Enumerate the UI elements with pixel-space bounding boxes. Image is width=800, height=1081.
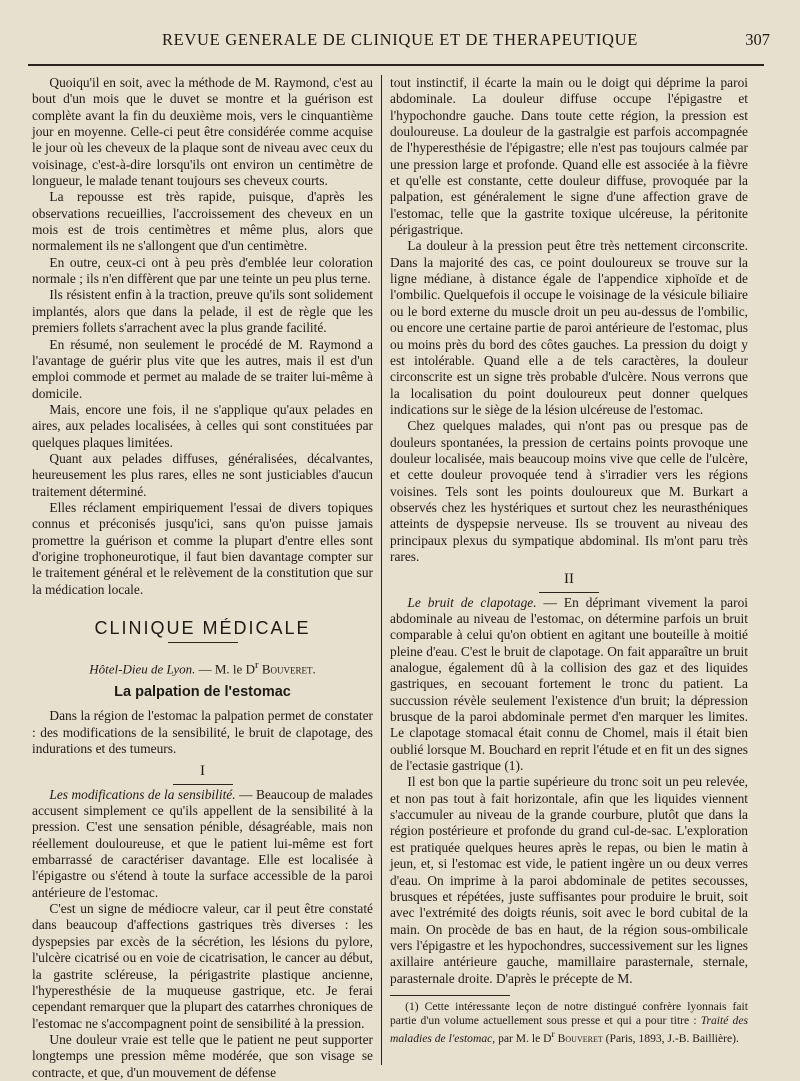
byline-author: Bouveret.	[258, 661, 316, 677]
paragraph: Mais, encore une fois, il ne s'applique qu'aux pelades en aires, aux pelades localisées, à celles qui sont constituées par quelques plaques limitées.	[32, 401, 373, 450]
paragraph: Chez quelques malades, qui n'ont pas ou presque pas de douleurs spontanées, la pression de certains points provoque une douleur localisée, mais beaucoup moins vive que celle de l'ulcère, et cette douleur provoquée tend à s'irradier vers les régions voisines. Tels sont les points douloureux que M. Burkart a observés chez les hystériques et surtout chez les neurasthéniques atteints de dyspepsie nerveuse. Ils se trouvent au niveau des principaux plexus du sympatique abdominal. Ils m'ont paru très rares.	[390, 418, 748, 564]
paragraph: Une douleur vraie est telle que le patient ne peut supporter longtemps une pression même modérée, que son visage se contracte, et que, d'un mouvement de défense	[32, 1031, 373, 1080]
footnote-rule	[390, 995, 510, 996]
paragraph: En résumé, non seulement le procédé de M. Raymond a l'avantage de guérir plus vite que les autres, mais il est d'un emploi commode et permet au malade de se traiter lui-même à domicile.	[32, 336, 373, 401]
paragraph: Quant aux pelades diffuses, généralisées, décalvantes, heureusement les plus rares, elles ne sont justiciables d'aucun traitement déterminé.	[32, 450, 373, 499]
numeral-rule	[539, 592, 599, 593]
journal-title: REVUE GENERALE DE CLINIQUE ET DE THERAPEUTIQUE	[161, 30, 639, 49]
subsection-text: — En déprimant vivement la paroi abdominale au niveau de l'estomac, on détermine parfois un bruit comparable à celui qu'on obtient en agitant une bouteille à moitié pleine d'eau. C'est le bruit de clapotage. On fait apparaître un bruit analogue, également dû à la collision des gaz et des liquides gastriques, en secouant fortement le tronc du patient. La succussion révèle seulement l'existence d'un bruit; la dépression brusque de la paroi abdominale permet d'en marquer les limites. Le clapotage stomacal était connu de Chomel, mais il était bien oublié lorsque M. Bouchard en reprit l'étude et en fit un des signes de l'ectasie gastrique (1).	[390, 594, 748, 774]
footnote	[390, 1000, 748, 1046]
paragraph: Quoiqu'il en soit, avec la méthode de M. Raymond, c'est au bout d'un mois que le duvet se montre et la guérison est complète avant la fin du deuxième mois, vers le cinquantième jour en moyenne. Celle-ci peut être considérée comme acquise le jour où les cheveux de la plaque sont de niveau avec ceux du voisinage, c'est-à-dire lorsqu'ils ont environ un centimètre de longueur, le malade tenant toujours ses cheveux courts.	[32, 75, 373, 189]
byline-dash: — M. le D	[195, 661, 255, 677]
byline	[32, 657, 373, 678]
byline-sup: r	[254, 659, 259, 672]
numeral-rule	[173, 784, 233, 785]
running-header	[30, 30, 770, 54]
paragraph: C'est un signe de médiocre valeur, car il peut être constaté dans beaucoup d'affections gastriques très diverses : les dyspepsies par excès de la sécrétion, les lésions du pylore, l'ulcère cicatrisé ou en voie de cicatrisation, le cancer au début, la gastrite scléreuse, la périgastrite plastique ancienne, l'hyperesthésie de la muqueuse gastrique, etc. Je ferai cependant remarquer que la plupart des catarrhes chroniques de l'estomac ne s'accompagnent point de sensibilité à la pression.	[32, 901, 373, 1031]
section-numeral: I	[200, 763, 205, 780]
paragraph: La douleur à la pression peut être très nettement circonscrite. Dans la majorité des cas, ce point douloureux se trouve sur la ligne médiane, à distance égale de l'appendice xiphoïde et de l'ombilic. Quelquefois il occupe le voisinage de la vésicule biliaire ou le bord externe du muscle droit un peu au-dessus de l'ombilic, ou encore une certaine partie de paroi antérieure de l'estomac, plus ou moins près du bord des côtes gauches. La pression du doigt y est intolérable. Quand elle a de tels caractères, la douleur circonscrite est un signe très probable d'ulcère. Nous verrons que la localisation du point douloureux peut donner quelques indications sur le siège de la lésion ulcéreuse de l'estomac.	[390, 238, 748, 417]
paragraph: Il est bon que la partie supérieure du tronc soit un peu relevée, et non pas tout à fait horizontale, afin que les liquides viennent s'accumuler au niveau de la grande courbure, plutôt que dans la région postérieure et profonde du grand cul-de-sac. L'exploration est pratiquée quelques heures après le repas, ou bien le matin à jeun, et, si l'estomac est vide, le patient ingère un ou deux verres d'eau. On imprime à la paroi abdominale de petites secousses, brusques et répétées, juste suffisantes pour produire le bruit, soit avec l'extrémité des doigts réunis, soit avec le bord cubital de la main. On procède de bas en haut, de la région sous-ombilicale vers l'épigastre et les hypochondres, successivement sur les lignes axillaire antérieure gauche, mamillaire parasternale, sternale, parasternale droite. D'après le précepte de M.	[390, 774, 748, 986]
section-numeral: II	[564, 571, 574, 588]
right-column	[390, 75, 748, 1046]
footnote-book-title: Traité des maladies de l'estomac	[390, 1013, 748, 1045]
intro-paragraph: Dans la région de l'estomac la palpation permet de constater : des modifications de la sensibilité, le bruit de clapotage, des indurations et des tumeurs.	[32, 708, 373, 757]
section-heading: CLINIQUE MÉDICALE	[94, 618, 311, 638]
footnote-text-b: , par M. le D	[492, 1031, 552, 1045]
paragraph: La repousse est très rapide, puisque, d'après les observations recueillies, l'accroissement des cheveux en un mois est de trois centimètres et même plus, alors que normalement ils ne s'allongent que d'un centimètre.	[32, 189, 373, 254]
footnote-text: (1) Cette intéressante leçon de notre distingué confrère lyonnais fait partie d'un volume actuellement sous presse et qui a pour titre :	[390, 999, 748, 1027]
subsection-lead: Le bruit de clapotage.	[407, 594, 537, 610]
header-rule	[28, 64, 764, 66]
subsection-text: — Beaucoup de malades accusent simplement ce qu'ils appellent de la sensibilité à la pression. C'est une sensation pénible, désagréable, mais non réellement douloureuse, et que le patient lui-même est fort embarrassé de caractériser davantage. Elle est localisée à l'épigastre ou s'étend à toute la surface accessible de la paroi antérieure de l'estomac.	[32, 786, 373, 900]
footnote-author: Bouveret	[554, 1031, 603, 1045]
subsection-paragraph	[32, 787, 373, 901]
paragraph: Elles réclament empiriquement l'essai de divers topiques connus et préconisés jusqu'ici, sans qu'on puisse jamais promettre la guérison et comme la plupart d'entre elles sont d'origine trophoneurotique, il faut bien davantage compter sur le traitement général et le relèvement de la constitution que sur la médication locale.	[32, 499, 373, 597]
paragraph: En outre, ceux-ci ont à peu près d'emblée leur coloration normale ; ils n'en diffèrent que par une teinte un peu plus terne.	[32, 254, 373, 287]
paragraph: tout instinctif, il écarte la main ou le doigt qui déprime la paroi abdominale. La douleur diffuse occupe l'épigastre et l'hypochondre gauche. Dans toute cette région, la pression est douloureuse. La douleur de la gastralgie est parfois accompagnée de l'hyperesthésie de l'épigastre; elle n'est pas toujours calmée par une pression large et profonde. Quand elle est associée à la fièvre et qu'elle est constante, cette douleur diffuse, provoquée par la palpation, est généralement le signe d'une affection grave de l'estomac, telle que la gastrite toxique ulcéreuse, la péritonite périgastrique.	[390, 75, 748, 238]
paragraph: Ils résistent enfin à la traction, preuve qu'ils sont solidement implantés, alors que dans la pelade, il est de règle que les premiers follets s'arrachent avec la plus grande facilité.	[32, 287, 373, 336]
column-divider	[381, 75, 382, 1065]
page-number: 307	[745, 30, 770, 49]
footnote-text-c: (Paris, 1893, J.-B. Baillière).	[602, 1031, 739, 1045]
left-column	[32, 75, 373, 1081]
section-rule	[168, 642, 238, 643]
article-title: La palpation de l'estomac	[114, 684, 291, 701]
subsection-paragraph	[390, 595, 748, 775]
footnote-sup: r	[551, 1028, 555, 1040]
byline-hospital: Hôtel-Dieu de Lyon.	[89, 661, 196, 677]
subsection-lead: Les modifications de la sensibilité.	[49, 786, 236, 802]
